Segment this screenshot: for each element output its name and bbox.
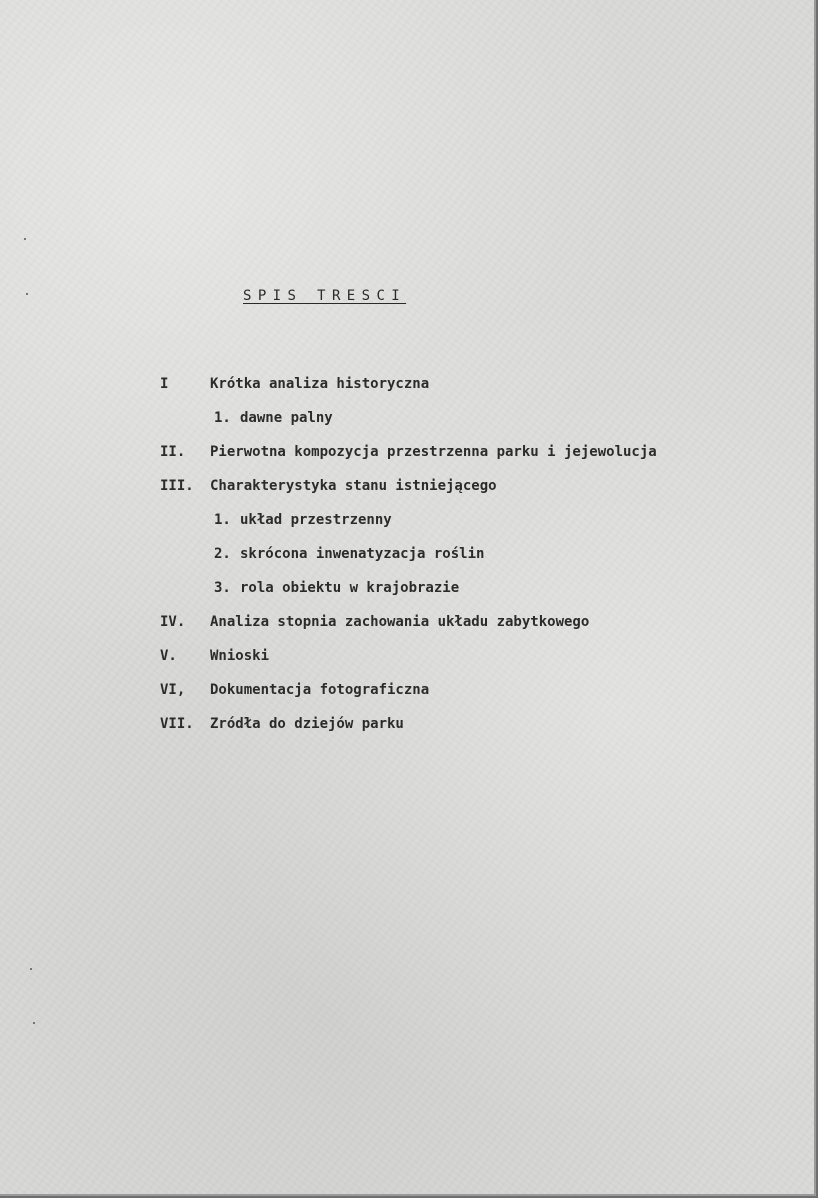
toc-entry-number: IV. (160, 614, 186, 630)
toc-entry-text: Krótka analiza historyczna (210, 376, 430, 392)
toc-subentry (160, 408, 780, 442)
toc-entry-number: I (160, 376, 169, 392)
toc-entry-number: VII. (160, 716, 194, 732)
toc-entry-text: układ przestrzenny (240, 512, 392, 528)
toc-subentry (160, 544, 780, 578)
toc-entry (160, 442, 780, 476)
paper-speck (30, 968, 32, 970)
toc-entry-text: Analiza stopnia zachowania układu zabytkowego (210, 614, 590, 630)
toc-entry-text: Pierwotna kompozycja przestrzenna parku i jejewolucja (210, 444, 657, 460)
toc-entry-number: 1. (214, 512, 231, 528)
toc-entry-number: III. (160, 478, 194, 494)
toc-entry-text: Dokumentacja fotograficzna (210, 682, 430, 698)
table-of-contents (160, 374, 780, 748)
document-title: SPIS TRESCI (243, 288, 407, 304)
toc-entry (160, 612, 780, 646)
toc-entry-number: 1. (214, 410, 231, 426)
toc-entry (160, 714, 780, 748)
toc-entry-text: skrócona inwenatyzacja roślin (240, 546, 485, 562)
toc-subentry (160, 510, 780, 544)
toc-entry (160, 646, 780, 680)
toc-entry-text: rola obiektu w krajobrazie (240, 580, 460, 596)
toc-entry-number: 2. (214, 546, 231, 562)
toc-entry-text: Charakterystyka stanu istniejącego (210, 478, 497, 494)
toc-entry (160, 374, 780, 408)
paper-speck (24, 238, 26, 240)
toc-subentry (160, 578, 780, 612)
toc-entry (160, 476, 780, 510)
paper-speck (33, 1022, 35, 1024)
toc-entry-number: VI, (160, 682, 186, 698)
toc-entry-number: V. (160, 648, 177, 664)
toc-entry-text: dawne palny (240, 410, 333, 426)
toc-entry-number: 3. (214, 580, 231, 596)
toc-entry (160, 680, 780, 714)
toc-entry-number: II. (160, 444, 186, 460)
paper-speck (26, 293, 28, 295)
toc-entry-text: Wnioski (210, 648, 270, 664)
toc-entry-text: Zródła do dziejów parku (210, 716, 404, 732)
